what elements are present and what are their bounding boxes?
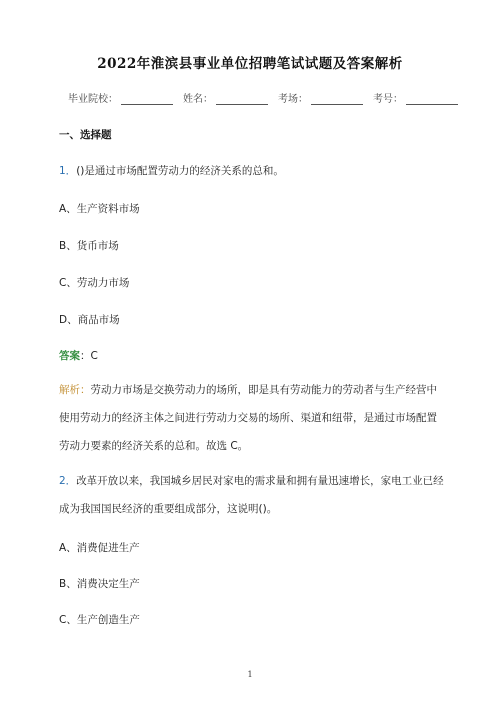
- answer-value: ：C: [80, 350, 98, 362]
- explanation-label: 解析：: [59, 384, 91, 396]
- option-d: D、商品市场: [59, 314, 120, 326]
- number-label: 考号：: [373, 94, 403, 105]
- answer: [59, 348, 98, 363]
- question-text: 改革开放以来，我国城乡居民对家电的需求量和拥有量迅速增长，家电工业已经成为我国国民经济的重要组成部分，这说明()。: [59, 475, 444, 515]
- school-field: [68, 90, 173, 105]
- question-number: 2．: [59, 475, 77, 487]
- option-c: C、劳动力市场: [59, 277, 130, 289]
- page-title: 2022年淮滨县事业单位招聘笔试试题及答案解析: [97, 56, 403, 72]
- school-label: 毕业院校：: [68, 94, 118, 105]
- room-field: [278, 90, 363, 105]
- option-b: B、消费决定生产: [59, 578, 140, 590]
- number-field: [373, 90, 458, 105]
- name-blank: [216, 94, 268, 105]
- question-text: ()是通过市场配置劳动力的经济关系的总和。: [76, 165, 284, 177]
- option-a: A、生产资料市场: [59, 203, 140, 215]
- number-blank: [406, 94, 458, 105]
- explanation-text: 劳动力市场是交换劳动力的场所，即是具有劳动能力的劳动者与生产经营中使用劳动力的经济主体之间进行劳动力交易的场所、渠道和纽带，是通过市场配置劳动力要素的经济关系的总和。故选 C。: [59, 384, 437, 452]
- question-1: [59, 157, 444, 185]
- option-b: B、货币市场: [59, 240, 119, 252]
- answer-label: 答案: [59, 350, 80, 362]
- school-blank: [121, 94, 173, 105]
- room-label: 考场：: [278, 94, 308, 105]
- name-label: 姓名：: [183, 94, 213, 105]
- page-number: 1: [247, 670, 253, 679]
- candidate-info: [68, 90, 448, 105]
- question-2: [59, 467, 444, 523]
- option-c: C、生产创造生产: [59, 614, 140, 626]
- name-field: [183, 90, 268, 105]
- option-a: A、消费促进生产: [59, 542, 140, 554]
- section-heading: 一、选择题: [59, 129, 112, 141]
- room-blank: [311, 94, 363, 105]
- question-number: 1．: [59, 165, 77, 177]
- explanation: [59, 376, 444, 460]
